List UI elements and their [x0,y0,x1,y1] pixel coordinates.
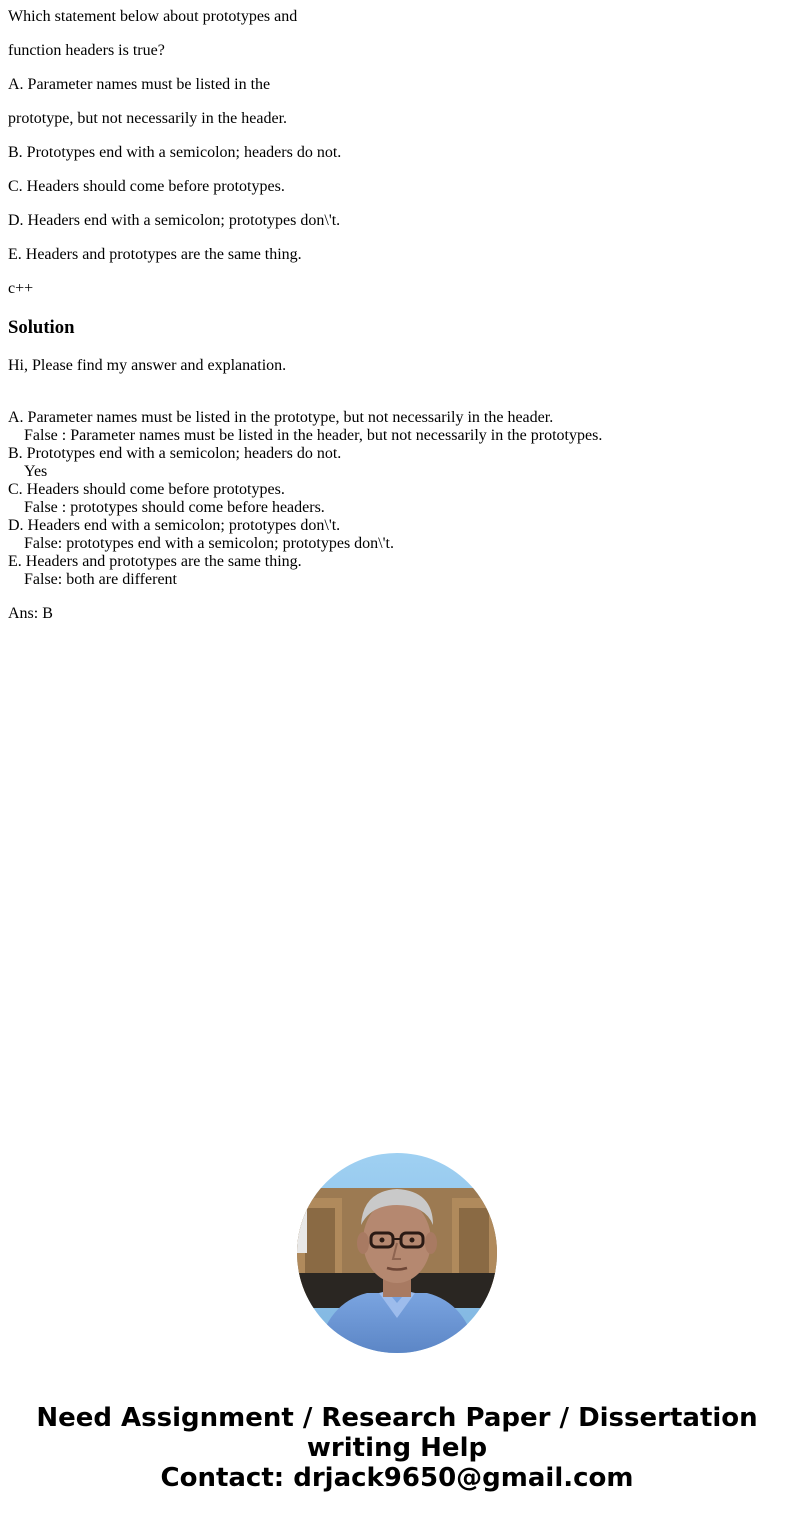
option-a-line-1: A. Parameter names must be listed in the [8,76,271,93]
answer-verdict-b: Yes [24,463,48,480]
option-e: E. Headers and prototypes are the same thing. [8,246,302,263]
footer-line-2: writing Help [306,1433,488,1463]
answer-statement-c: C. Headers should come before prototypes. [8,481,285,498]
option-a-line-2: prototype, but not necessarily in the header. [8,110,288,127]
answer-verdict-d: False: prototypes end with a semicolon; prototypes don\'t. [24,535,394,552]
answer-statement-a: A. Parameter names must be listed in the prototype, but not necessarily in the header. [8,409,554,426]
answer-verdict-a: False : Parameter names must be listed in the header, but not necessarily in the prototypes. [24,427,603,444]
answer-statement-b: B. Prototypes end with a semicolon; headers do not. [8,445,342,462]
question-line-2: function headers is true? [8,42,165,59]
answer-verdict-e: False: both are different [24,571,177,588]
author-portrait-image [297,1153,497,1353]
author-avatar [297,1153,497,1353]
question-line-1: Which statement below about prototypes and [8,8,298,25]
footer-line-1: Need Assignment / Research Paper / Dissertation [36,1403,758,1433]
footer-banner [0,1403,794,1493]
answer-statement-d: D. Headers end with a semicolon; prototypes don\'t. [8,517,341,534]
answer-verdict-c: False : prototypes should come before headers. [24,499,325,516]
final-answer: Ans: B [8,605,53,622]
option-d: D. Headers end with a semicolon; prototypes don\'t. [8,212,341,229]
option-b: B. Prototypes end with a semicolon; headers do not. [8,144,342,161]
answer-statement-e: E. Headers and prototypes are the same thing. [8,553,302,570]
option-c: C. Headers should come before prototypes. [8,178,285,195]
footer-contact: Contact: drjack9650@gmail.com [160,1463,634,1493]
solution-intro: Hi, Please find my answer and explanation. [8,357,287,374]
language-tag: c++ [8,280,34,297]
solution-heading: Solution [8,317,75,338]
answer-explanations [8,409,602,589]
